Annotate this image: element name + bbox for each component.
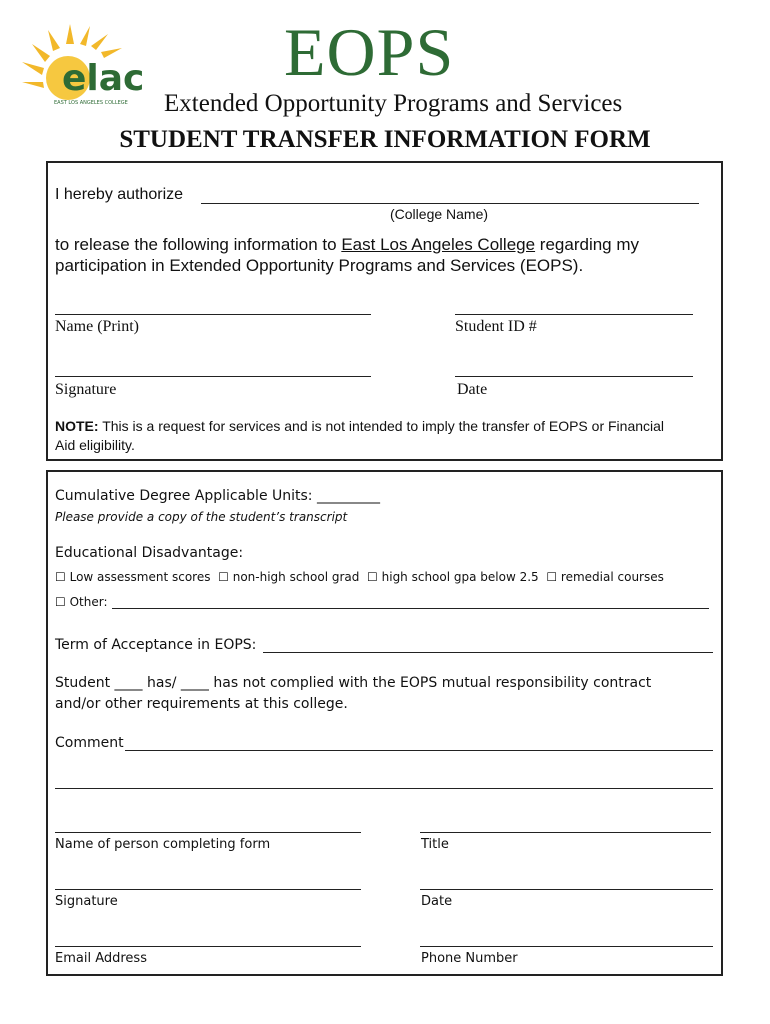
other-field[interactable] <box>112 608 709 609</box>
units-note: Please provide a copy of the student’s transcript <box>55 510 348 524</box>
logo-tagline: EAST LOS ANGELES COLLEGE <box>54 100 128 106</box>
checkbox-non-high-school[interactable]: ☐ <box>218 570 229 584</box>
name-print-label: Name (Print) <box>55 318 139 335</box>
comment-field-line2[interactable] <box>55 788 713 789</box>
term-field[interactable] <box>263 652 713 653</box>
student-id-label: Student ID # <box>455 318 537 335</box>
release-prefix: to release the following information to <box>55 235 342 254</box>
units-label: Cumulative Degree Applicable Units: _________ <box>55 488 380 504</box>
name-print-field[interactable] <box>55 314 371 315</box>
release-text-line1 <box>55 235 639 255</box>
authorize-label: I hereby authorize <box>55 186 184 203</box>
checkbox-label-low-assessment: Low assessment scores <box>69 570 211 584</box>
signature-label: Signature <box>55 381 117 398</box>
student-id-field[interactable] <box>455 314 693 315</box>
checkbox-label-non-high-school: non-high school grad <box>232 570 360 584</box>
release-text-line2: participation in Extended Opportunity Programs and Services (EOPS). <box>55 256 584 275</box>
completer-date-label: Date <box>421 894 453 909</box>
note-text-1: This is a request for services and is not intended to imply the transfer of EOPS or Financial <box>98 418 665 434</box>
note-label: NOTE: <box>55 418 99 434</box>
completer-signature-field[interactable] <box>55 889 361 890</box>
form-title: STUDENT TRANSFER INFORMATION FORM <box>119 126 651 153</box>
phone-field[interactable] <box>420 946 713 947</box>
college-name-field[interactable] <box>201 203 699 204</box>
title-field[interactable] <box>420 832 711 833</box>
date-label: Date <box>457 381 488 398</box>
completer-date-field[interactable] <box>420 889 713 890</box>
note-line2: Aid eligibility. <box>55 437 135 453</box>
title-label: Title <box>421 837 449 852</box>
phone-label: Phone Number <box>421 951 518 966</box>
checkbox-other[interactable]: ☐ <box>55 595 66 609</box>
completer-name-field[interactable] <box>55 832 361 833</box>
authorization-section <box>46 161 723 461</box>
note-line1 <box>55 418 664 434</box>
completer-name-label: Name of person completing form <box>55 837 271 852</box>
email-label: Email Address <box>55 951 147 966</box>
date-field[interactable] <box>455 376 693 377</box>
checkbox-gpa[interactable]: ☐ <box>367 570 378 584</box>
signature-field[interactable] <box>55 376 371 377</box>
compliance-line2: and/or other requirements at this college. <box>55 696 348 712</box>
logo-wordmark: elac <box>62 58 145 99</box>
email-field[interactable] <box>55 946 361 947</box>
other-label: Other: <box>69 595 108 609</box>
disadvantage-label: Educational Disadvantage: <box>55 545 244 561</box>
program-subtitle: Extended Opportunity Programs and Services <box>164 90 623 117</box>
compliance-line1: Student ____ has/ ____ has not complied with the EOPS mutual responsibility contract <box>55 675 652 691</box>
checkbox-remedial[interactable]: ☐ <box>546 570 558 584</box>
college-name-caption: (College Name) <box>390 206 489 222</box>
college-link[interactable]: East Los Angeles College <box>341 235 536 254</box>
comment-label: Comment <box>55 735 124 751</box>
release-suffix: regarding my <box>535 235 640 254</box>
other-row <box>55 595 108 609</box>
completer-signature-label: Signature <box>55 894 118 909</box>
page-title: EOPS <box>284 14 455 90</box>
checkbox-label-gpa: high school gpa below 2.5 <box>381 570 539 584</box>
term-label: Term of Acceptance in EOPS: <box>55 637 257 653</box>
disadvantage-checkboxes <box>55 570 664 584</box>
checkbox-low-assessment[interactable]: ☐ <box>55 570 66 584</box>
comment-field[interactable] <box>125 750 713 751</box>
checkbox-label-remedial: remedial courses <box>560 570 664 584</box>
elac-logo <box>18 18 148 108</box>
